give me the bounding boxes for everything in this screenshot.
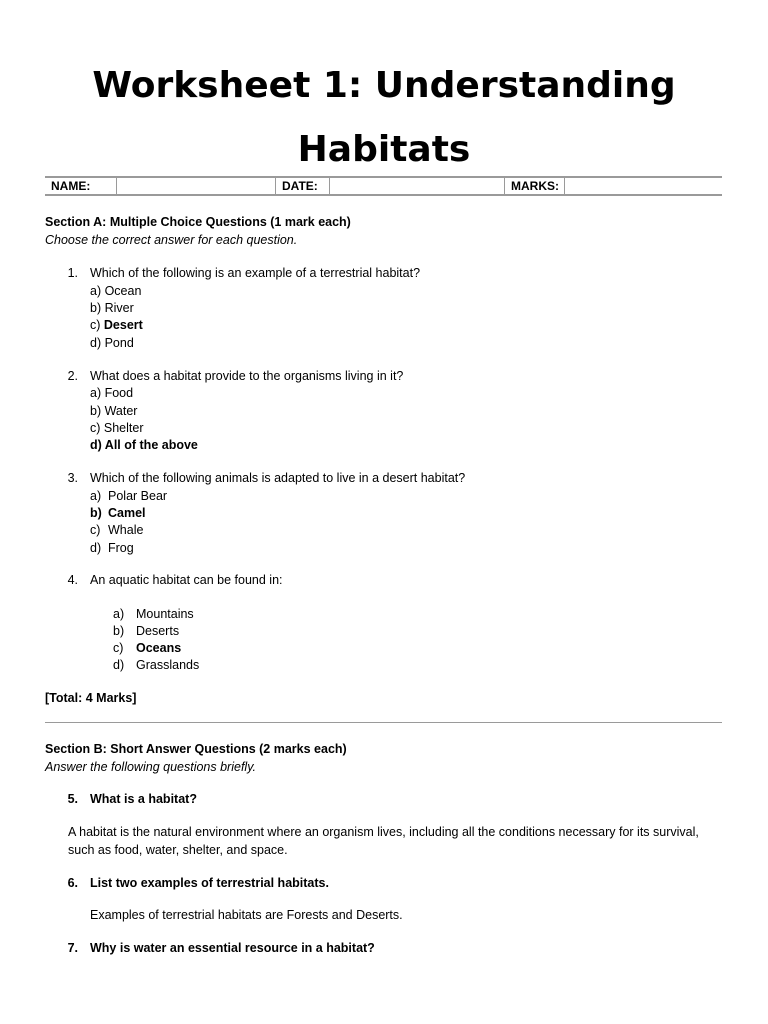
section-divider	[45, 722, 722, 723]
option-letter: b)	[113, 624, 125, 638]
option: a) Food	[90, 386, 134, 400]
question-3-text: Which of the following animals is adapted to live in a desert habitat?	[90, 471, 466, 485]
question-5-text: What is a habitat?	[90, 792, 197, 806]
date-label: DATE:	[276, 178, 330, 194]
date-field[interactable]	[330, 178, 505, 194]
question-number: 6.	[67, 876, 78, 890]
option	[90, 317, 143, 334]
question-number: 2.	[67, 369, 78, 383]
option: Frog	[108, 541, 134, 555]
question-6-answer: Examples of terrestrial habitats are Forests and Deserts.	[90, 908, 403, 922]
option: Whale	[108, 523, 144, 537]
correct-option: d) All of the above	[90, 438, 198, 452]
correct-option: Desert	[103, 318, 143, 332]
option: b) Water	[90, 404, 138, 418]
name-field[interactable]	[117, 178, 276, 194]
option-letter: c)	[90, 318, 104, 332]
option: Polar Bear	[108, 489, 168, 503]
worksheet-title-line1: Worksheet 1: Understanding	[92, 65, 676, 106]
question-6-text: List two examples of terrestrial habitats.	[90, 876, 329, 890]
option-letter: c)	[90, 523, 101, 537]
question-7-text: Why is water an essential resource in a habitat?	[90, 941, 375, 955]
question-number: 5.	[67, 792, 78, 806]
correct-option: Oceans	[136, 641, 182, 655]
question-2-text: What does a habitat provide to the organisms living in it?	[90, 369, 404, 383]
option-letter: a)	[113, 607, 125, 621]
question-number: 3.	[67, 471, 78, 485]
option: Deserts	[136, 624, 180, 638]
student-info-table	[45, 176, 722, 196]
option: b) River	[90, 301, 134, 315]
section-a-instruction: Choose the correct answer for each question.	[45, 233, 298, 247]
section-b-heading: Section B: Short Answer Questions (2 marks each)	[45, 742, 347, 756]
option-letter: a)	[90, 489, 102, 503]
worksheet-title-line2: Habitats	[297, 129, 471, 170]
marks-label: MARKS:	[505, 178, 565, 194]
question-number: 4.	[67, 573, 78, 587]
option-letter: d)	[113, 658, 125, 672]
name-label: NAME:	[45, 178, 117, 194]
option: a) Ocean	[90, 284, 142, 298]
correct-option: Camel	[108, 506, 146, 520]
option-letter: b)	[90, 506, 102, 520]
question-number: 1.	[67, 266, 78, 280]
section-b-instruction: Answer the following questions briefly.	[45, 760, 256, 774]
option: d) Pond	[90, 336, 134, 350]
question-number: 7.	[67, 941, 78, 955]
marks-field[interactable]	[565, 178, 722, 194]
option-letter: d)	[90, 541, 102, 555]
option-letter: c)	[113, 641, 124, 655]
section-a-heading: Section A: Multiple Choice Questions (1 mark each)	[45, 215, 351, 229]
section-a-total: [Total: 4 Marks]	[45, 691, 137, 705]
option: Mountains	[136, 607, 194, 621]
question-1-text: Which of the following is an example of a terrestrial habitat?	[90, 266, 421, 280]
option: c) Shelter	[90, 421, 144, 435]
option: Grasslands	[136, 658, 200, 672]
question-5-answer: A habitat is the natural environment where an organism lives, including all the conditions necessary for its survival, such as food, water, shelter, and space.	[68, 825, 699, 857]
question-4-text: An aquatic habitat can be found in:	[90, 573, 283, 587]
